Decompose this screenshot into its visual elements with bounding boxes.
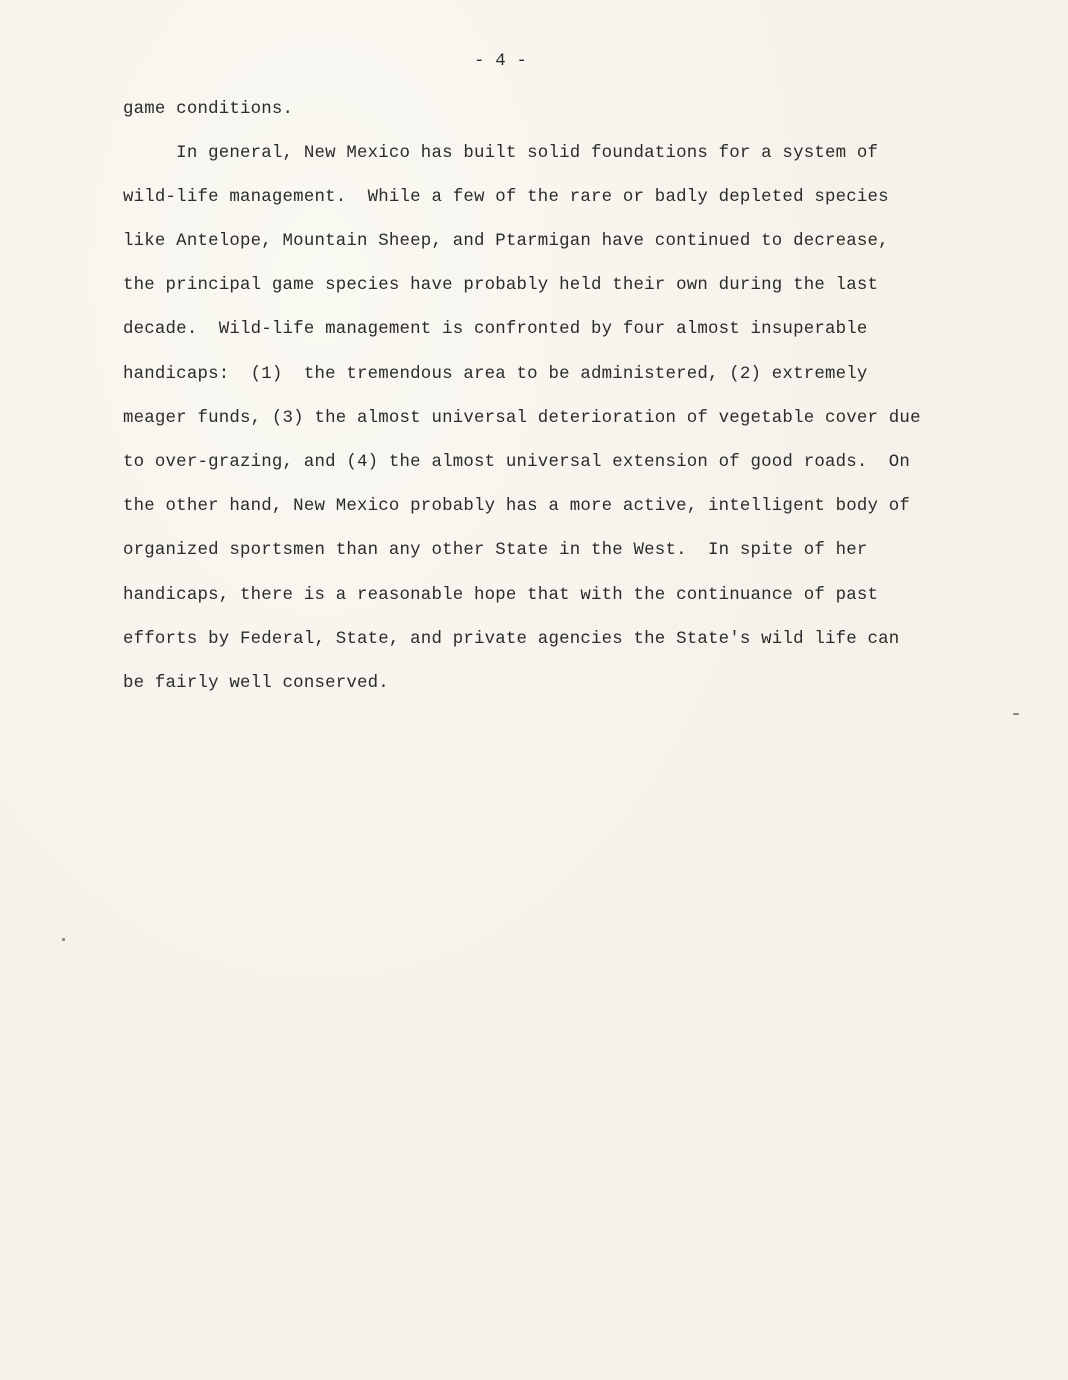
text-line: like Antelope, Mountain Sheep, and Ptarmigan have continued to decrease,: [123, 232, 889, 251]
paper-speck: [62, 938, 65, 941]
text-line: In general, New Mexico has built solid foundations for a system of: [123, 144, 879, 163]
text-line: the principal game species have probably held their own during the last: [123, 276, 879, 295]
text-line: handicaps, there is a reasonable hope that with the continuance of past: [123, 586, 879, 605]
text-line: meager funds, (3) the almost universal deterioration of vegetable cover due: [123, 409, 921, 428]
text-line: decade. Wild-life management is confronted by four almost insuperable: [123, 320, 868, 339]
text-line: be fairly well conserved.: [123, 674, 389, 693]
text-line: the other hand, New Mexico probably has a more active, intelligent body of: [123, 497, 911, 516]
text-line: efforts by Federal, State, and private agencies the State's wild life can: [123, 630, 900, 649]
text-line: to over-grazing, and (4) the almost universal extension of good roads. On: [123, 453, 911, 472]
text-line: game conditions.: [123, 100, 294, 119]
text-line: handicaps: (1) the tremendous area to be administered, (2) extremely: [123, 365, 868, 384]
text-line: wild-life management. While a few of the rare or badly depleted species: [123, 188, 889, 207]
page-number: - 4 -: [474, 52, 528, 71]
text-line: organized sportsmen than any other State in the West. In spite of her: [123, 541, 868, 560]
paper-speck: [1013, 713, 1019, 715]
